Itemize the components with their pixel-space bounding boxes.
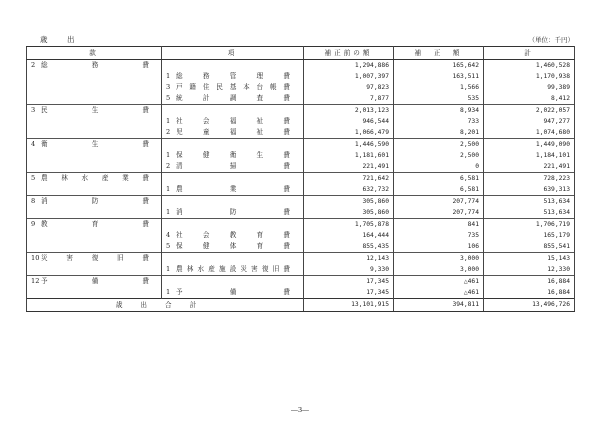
unit-note: （単位：千円） (528, 36, 574, 44)
correction-amount: 8,934 (394, 105, 484, 117)
header-kan: 款 (27, 47, 162, 60)
total-amount: 728,223 (484, 173, 575, 185)
table-row (27, 264, 575, 276)
before-amount: 1,705,878 (304, 219, 394, 231)
kan-cell (27, 93, 162, 105)
kan-cell (27, 230, 162, 241)
before-amount: 1,294,886 (304, 60, 394, 72)
before-amount: 221,491 (304, 161, 394, 173)
kan-cell (27, 173, 162, 185)
kan-cell (27, 287, 162, 299)
kou-label: 戸籍住民基本台帳費 (176, 83, 290, 91)
correction-amount: △461 (394, 276, 484, 288)
before-amount: 305,860 (304, 196, 394, 208)
correction-amount: 1,566 (394, 82, 484, 93)
kan-cell (27, 150, 162, 161)
before-amount: 17,345 (304, 287, 394, 299)
total-amount: 1,460,528 (484, 60, 575, 72)
kou-cell (162, 287, 304, 299)
kan-cell (27, 60, 162, 72)
table-body (27, 60, 575, 299)
kou-cell (162, 82, 304, 93)
kou-number: 2 (166, 128, 171, 136)
page-number: ―3― (291, 406, 309, 414)
correction-amount: 163,511 (394, 71, 484, 82)
correction-amount: 6,581 (394, 173, 484, 185)
correction-amount: 535 (394, 93, 484, 105)
kan-cell (27, 71, 162, 82)
kou-number: 2 (166, 162, 171, 170)
kou-cell (162, 116, 304, 127)
kou-label: 保健衛生費 (176, 151, 290, 159)
grand-total-correction: 394,811 (394, 299, 484, 312)
before-amount: 721,642 (304, 173, 394, 185)
kan-cell (27, 207, 162, 219)
kou-cell (162, 219, 304, 231)
before-amount: 7,877 (304, 93, 394, 105)
total-amount: 2,022,057 (484, 105, 575, 117)
kou-cell (162, 105, 304, 117)
table-row (27, 219, 575, 231)
correction-amount: 207,774 (394, 196, 484, 208)
kan-cell (27, 184, 162, 196)
table-row (27, 253, 575, 265)
table-row (27, 82, 575, 93)
kou-cell (162, 93, 304, 105)
kou-label: 統計調査費 (176, 94, 290, 102)
kou-cell (162, 60, 304, 72)
header-before: 補正前の額 (304, 47, 394, 60)
correction-amount: 165,642 (394, 60, 484, 72)
total-amount: 947,277 (484, 116, 575, 127)
kan-cell (27, 276, 162, 288)
kou-label: 総務管理費 (176, 72, 290, 80)
table-row (27, 276, 575, 288)
kou-cell (162, 184, 304, 196)
correction-amount: 8,201 (394, 127, 484, 139)
kou-label: 予備費 (176, 288, 290, 296)
total-amount: 8,412 (484, 93, 575, 105)
kan-cell (27, 127, 162, 139)
kou-number: 3 (166, 83, 171, 91)
grand-total-total: 13,496,726 (484, 299, 575, 312)
kou-cell (162, 207, 304, 219)
table-row (27, 127, 575, 139)
kou-cell (162, 127, 304, 139)
kan-cell (27, 139, 162, 151)
kou-number: 1 (166, 72, 171, 80)
table-header-row (27, 47, 575, 60)
kan-number: 12 (31, 277, 40, 285)
table-row (27, 116, 575, 127)
table-row (27, 71, 575, 82)
kan-label: 総務費 (41, 61, 149, 69)
table-row (27, 230, 575, 241)
kan-cell (27, 161, 162, 173)
kou-number: 1 (166, 185, 171, 193)
kou-number: 1 (166, 288, 171, 296)
header-kou: 項 (162, 47, 304, 60)
correction-amount: 733 (394, 116, 484, 127)
table-row (27, 93, 575, 105)
table-row (27, 161, 575, 173)
table-row (27, 184, 575, 196)
header-total: 計 (484, 47, 575, 60)
before-amount: 12,143 (304, 253, 394, 265)
page-heading: 歳 出 (40, 35, 81, 44)
total-amount: 15,143 (484, 253, 575, 265)
kou-cell (162, 161, 304, 173)
kou-number: 5 (166, 94, 171, 102)
total-amount: 513,634 (484, 207, 575, 219)
kan-cell (27, 264, 162, 276)
kou-cell (162, 173, 304, 185)
kan-label: 民生費 (41, 106, 149, 114)
total-amount: 99,389 (484, 82, 575, 93)
kou-number: 1 (166, 265, 171, 273)
total-amount: 639,313 (484, 184, 575, 196)
kan-label: 予備費 (41, 277, 149, 285)
kou-cell (162, 196, 304, 208)
correction-amount: 2,500 (394, 150, 484, 161)
kou-cell (162, 253, 304, 265)
table-row (27, 60, 575, 72)
kan-number: 5 (31, 174, 36, 182)
budget-table (26, 46, 575, 312)
kou-label: 消防費 (176, 208, 290, 216)
kou-number: 5 (166, 242, 171, 250)
grand-total-row (27, 299, 575, 312)
kou-label: 児童福祉費 (176, 128, 290, 136)
before-amount: 9,330 (304, 264, 394, 276)
kan-cell (27, 105, 162, 117)
kou-cell (162, 71, 304, 82)
correction-amount: 6,581 (394, 184, 484, 196)
total-amount: 513,634 (484, 196, 575, 208)
kou-cell (162, 241, 304, 253)
total-amount: 221,491 (484, 161, 575, 173)
table-row (27, 150, 575, 161)
table-row (27, 241, 575, 253)
kan-label: 災害復旧費 (41, 254, 149, 262)
total-amount: 1,449,090 (484, 139, 575, 151)
correction-amount: 3,000 (394, 264, 484, 276)
kou-number: 1 (166, 208, 171, 216)
before-amount: 855,435 (304, 241, 394, 253)
kan-cell (27, 241, 162, 253)
total-amount: 16,884 (484, 276, 575, 288)
before-amount: 164,444 (304, 230, 394, 241)
table-row (27, 105, 575, 117)
correction-amount: △461 (394, 287, 484, 299)
correction-amount: 0 (394, 161, 484, 173)
kan-number: 9 (31, 220, 36, 228)
before-amount: 1,181,601 (304, 150, 394, 161)
table-row (27, 287, 575, 299)
grand-total-before: 13,101,915 (304, 299, 394, 312)
kou-label: 清掃費 (176, 162, 290, 170)
before-amount: 1,066,479 (304, 127, 394, 139)
grand-total-label: 歳出合計 (115, 301, 215, 309)
table-row (27, 196, 575, 208)
before-amount: 946,544 (304, 116, 394, 127)
kan-number: 8 (31, 197, 36, 205)
kan-number: 4 (31, 140, 36, 148)
kan-number: 3 (31, 106, 36, 114)
kan-cell (27, 219, 162, 231)
kan-label: 農林水産業費 (41, 174, 149, 182)
before-amount: 97,823 (304, 82, 394, 93)
total-amount: 1,706,719 (484, 219, 575, 231)
kou-label: 社会教育費 (176, 231, 290, 239)
total-amount: 1,170,938 (484, 71, 575, 82)
kan-cell (27, 116, 162, 127)
kan-cell (27, 82, 162, 93)
kou-label: 保健体育費 (176, 242, 290, 250)
kou-number: 1 (166, 117, 171, 125)
table-row (27, 173, 575, 185)
kou-cell (162, 139, 304, 151)
total-amount: 1,184,101 (484, 150, 575, 161)
kou-cell (162, 264, 304, 276)
kan-cell (27, 253, 162, 265)
kou-label: 社会福祉費 (176, 117, 290, 125)
before-amount: 1,446,590 (304, 139, 394, 151)
before-amount: 2,013,123 (304, 105, 394, 117)
kou-label: 農業費 (176, 185, 290, 193)
correction-amount: 106 (394, 241, 484, 253)
total-amount: 1,074,680 (484, 127, 575, 139)
before-amount: 632,732 (304, 184, 394, 196)
kou-label: 農林水産施設災害復旧費 (176, 265, 290, 273)
kou-cell (162, 150, 304, 161)
header-correction: 補 正 額 (394, 47, 484, 60)
kou-number: 1 (166, 151, 171, 159)
kou-cell (162, 230, 304, 241)
kan-label: 衛生費 (41, 140, 149, 148)
table-row (27, 139, 575, 151)
correction-amount: 735 (394, 230, 484, 241)
kan-label: 教育費 (41, 220, 149, 228)
table-row (27, 207, 575, 219)
kan-label: 消防費 (41, 197, 149, 205)
kou-number: 4 (166, 231, 171, 239)
total-amount: 12,330 (484, 264, 575, 276)
before-amount: 1,007,397 (304, 71, 394, 82)
grand-total-cell (27, 299, 304, 312)
correction-amount: 2,500 (394, 139, 484, 151)
correction-amount: 841 (394, 219, 484, 231)
correction-amount: 3,000 (394, 253, 484, 265)
before-amount: 17,345 (304, 276, 394, 288)
kan-cell (27, 196, 162, 208)
kou-cell (162, 276, 304, 288)
correction-amount: 207,774 (394, 207, 484, 219)
total-amount: 165,179 (484, 230, 575, 241)
total-amount: 16,884 (484, 287, 575, 299)
kan-number: 10 (31, 254, 40, 262)
total-amount: 855,541 (484, 241, 575, 253)
kan-number: 2 (31, 61, 36, 69)
before-amount: 305,860 (304, 207, 394, 219)
